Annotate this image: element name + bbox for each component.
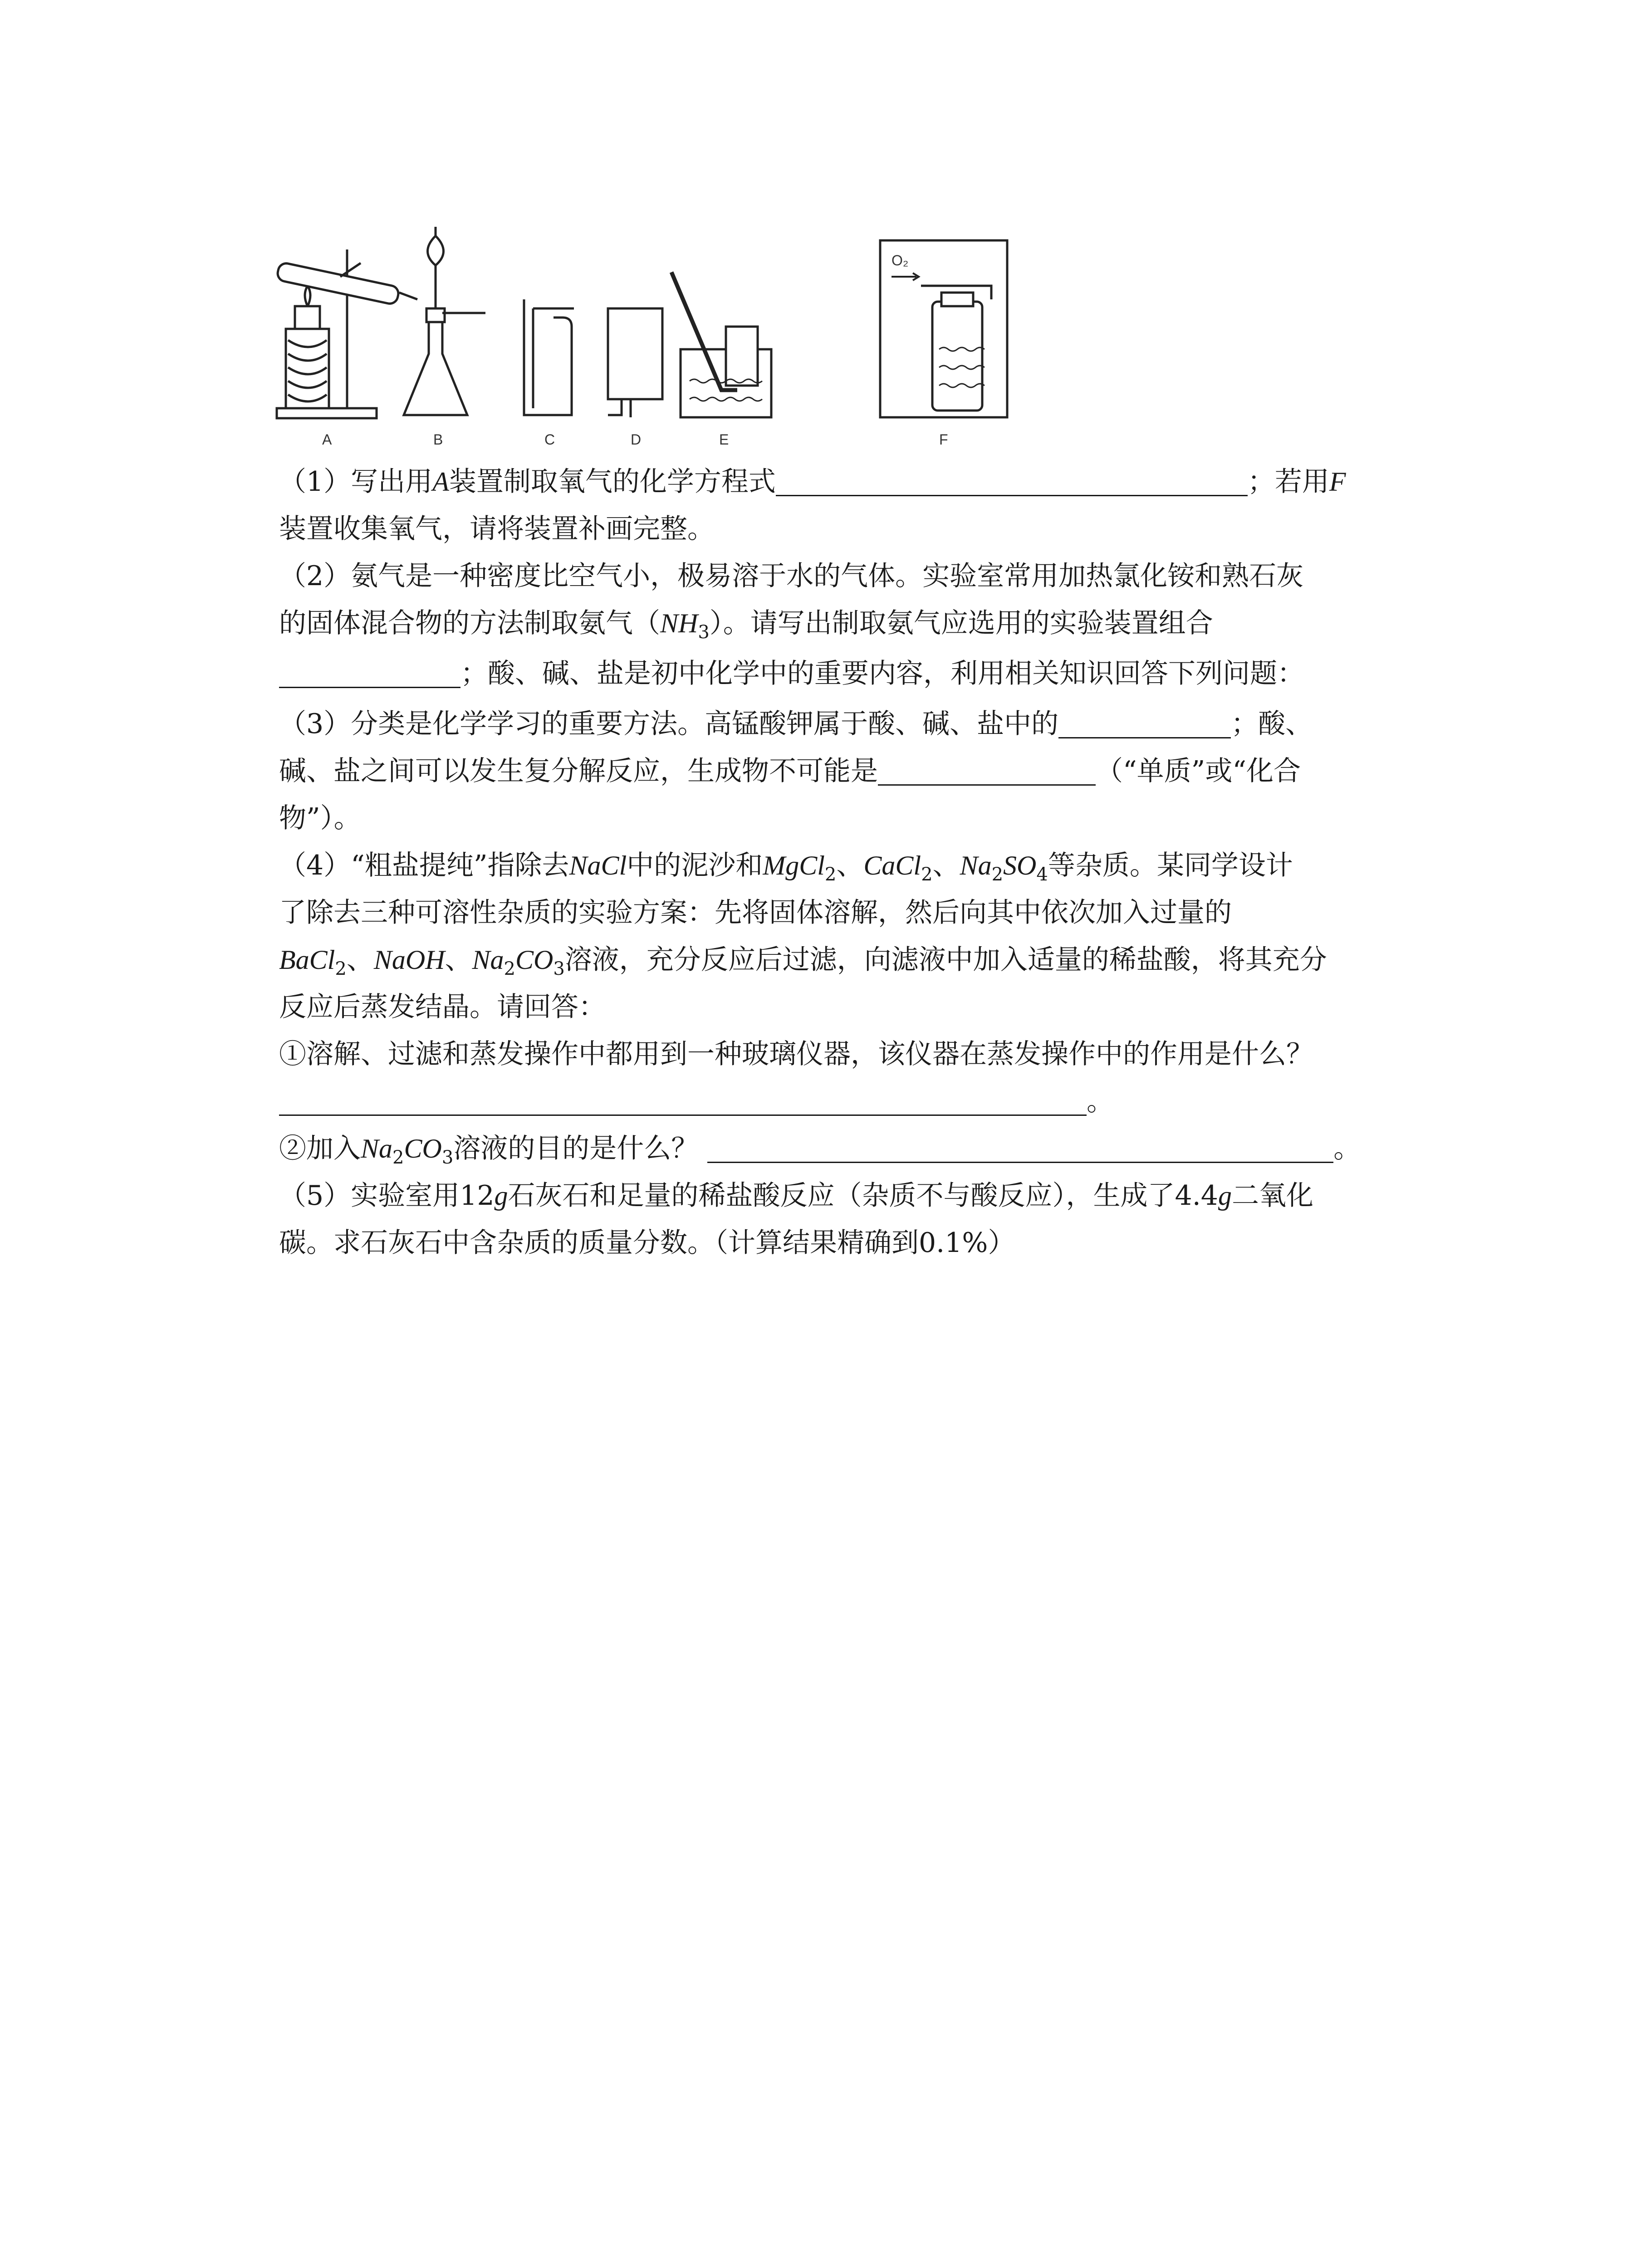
q4-line-4: 反应后蒸发结晶。请回答： [279,991,606,1023]
q5-line-2: 碳。求石灰石中含杂质的质量分数。（计算结果精确到0.1%） [279,1227,1015,1259]
label-b: B [433,431,443,448]
q3-line-1: （3）分类是化学学习的重要方法。高锰酸钾属于酸、碱、盐中的 ；酸、 [279,700,1427,748]
q1-equation-blank[interactable] [776,461,1248,496]
apparatus-c [524,299,574,415]
apparatus-a [276,249,417,418]
apparatus-d [608,308,662,417]
q4-line-1: （4）“粗盐提纯”指除去NaCl中的泥沙和MgCl$_2$、CaCl$_2$、$Na_2SO_4$等杂质。某同学设计 [279,850,1293,885]
q2-line-1: （2）氨气是一种密度比空气小，极易溶于水的气体。实验室常用加热氯化铵和熟石灰 [279,560,1304,592]
q1-line-2: 装置收集氧气，请将装置补画完整。 [279,513,715,545]
label-c: C [544,431,555,448]
q4-sub-1-answer: 。 [279,1078,1427,1125]
label-a: A [322,431,332,448]
label-d: D [631,431,642,448]
label-e: E [719,431,729,448]
q4-line-2: 了除去三种可溶性杂质的实验方案：先将固体溶解，然后向其中依次加入过量的 [279,897,1232,929]
q2-line-3: ；酸、碱、盐是初中化学中的重要内容，利用相关知识回答下列问题： [279,647,1427,700]
q2-line-2: 的固体混合物的方法制取氨气$(NH_3)$。请写出制取氨气应选用的实验装置组合 [279,607,1213,643]
apparatus-e [671,272,771,417]
q4-sub-1: ①溶解、过滤和蒸发操作中都用到一种玻璃仪器，该仪器在蒸发操作中的作用是什么？ [279,1038,1313,1070]
question-text [279,458,1427,1266]
apparatus-b [404,227,485,415]
q4-sub-2: ②加入$Na_2CO_3$溶液的目的是什么？ 。 [279,1125,1427,1172]
q3-line-2: 碱、盐之间可以发生复分解反应，生成物不可能是 （“单质”或“化合 [279,748,1427,795]
q3-category-blank[interactable] [1058,704,1231,738]
apparatus-figure [272,218,1016,454]
q3-product-blank[interactable] [878,751,1096,786]
q4-sub-2-blank[interactable] [707,1128,1333,1163]
label-f: F [939,431,948,448]
q4-sub-1-blank[interactable] [279,1081,1087,1116]
q1-line-1: （1）写出用A装置制取氧气的化学方程式 ；若用F [279,458,1427,505]
q3-line-3: 物”）。 [279,802,361,834]
apparatus-f [880,240,1007,417]
o2-label: O₂ [892,252,909,269]
q5-line-1: （5）实验室用12g石灰石和足量的稀盐酸反应（杂质不与酸反应），生成了4.4g二氧化 [279,1180,1313,1212]
q4-line-3: BaCl$_2$、NaOH、$Na_2CO_3$溶液，充分反应后过滤，向滤液中加入适量的稀盐酸，将其充分 [279,944,1327,979]
q2-apparatus-blank[interactable] [279,653,460,688]
